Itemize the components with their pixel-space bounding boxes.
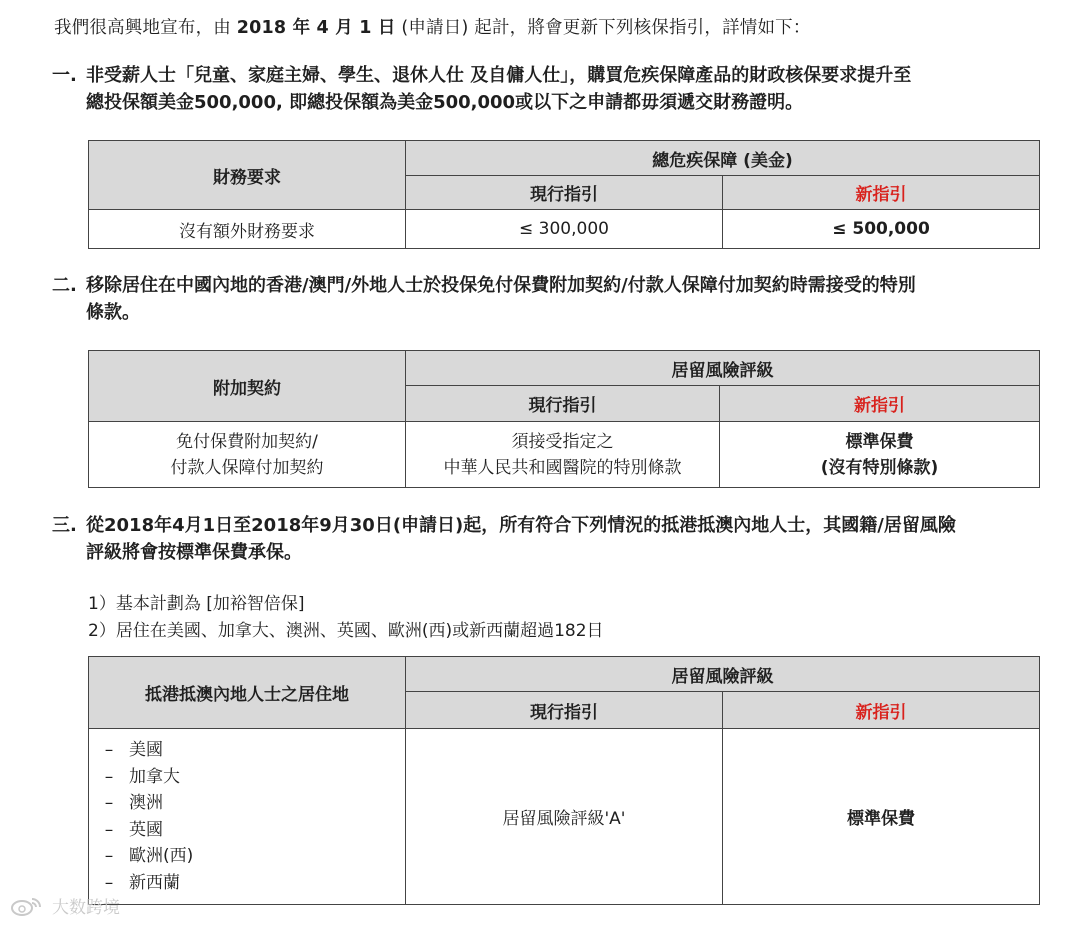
residence-dash: –	[104, 740, 114, 760]
table-2-new-line: (沒有特別條款)	[820, 457, 939, 478]
intro-date: 2018 年 4 月 1 日	[236, 18, 396, 38]
financial-requirement-table	[88, 140, 1040, 249]
watermark-text: 大数跨境	[52, 898, 120, 918]
table-2-new-line: 標準保費	[845, 431, 914, 452]
conditions-list	[88, 591, 604, 645]
table-2-group-header: 居留風險評級	[406, 351, 1040, 386]
residence-item	[89, 843, 405, 870]
residence-table	[88, 656, 1040, 905]
table-3-new-value: 標準保費	[723, 729, 1040, 905]
table-2-current-line: 中華人民共和國醫院的特別條款	[443, 457, 682, 478]
table-3-col-new: 新指引	[723, 692, 1040, 729]
table-2-current-line: 須接受指定之	[511, 431, 614, 452]
table-1-current-value: ≤ 300,000	[406, 210, 723, 249]
condition-item: 2）居住在美國、加拿大、澳洲、英國、歐洲(西)或新西蘭超過182日	[88, 621, 604, 641]
section-3-text-line: 從2018年4月1日至2018年9月30日(申請日)起，所有符合下列情況的抵港抵澳內地人士，其國籍/居留風險	[86, 515, 956, 536]
residence-dash: –	[104, 819, 114, 840]
section-1-number: 一.	[52, 65, 77, 86]
condition-item: 1）基本計劃為 [加裕智倍保]	[88, 594, 305, 614]
table-3-residence-list	[89, 729, 406, 905]
residence-item	[89, 817, 405, 844]
residence-name: 歐洲(西)	[129, 846, 194, 866]
section-3-number: 三.	[52, 515, 77, 536]
rider-table	[88, 350, 1040, 488]
residence-item	[89, 764, 405, 791]
table-2-col-new: 新指引	[720, 386, 1040, 422]
section-1-text-line: 非受薪人士「兒童、家庭主婦、學生、退休人仕 及自傭人仕」，購買危疾保障產品的財政核保要求提升至	[86, 65, 912, 86]
section-2-text-line: 條款。	[86, 302, 140, 323]
table-3-group-header: 居留風險評級	[406, 657, 1040, 692]
weibo-logo-icon	[8, 895, 48, 917]
intro-prefix: 我們很高興地宣布，由	[54, 18, 231, 38]
table-2-row-label	[89, 422, 406, 488]
intro-paragraph	[54, 14, 811, 39]
table-2-current-value	[406, 422, 720, 488]
residence-name: 英國	[129, 819, 163, 840]
table-3-current-value: 居留風險評級'A'	[406, 729, 723, 905]
residence-item	[89, 870, 405, 897]
table-1-row-header: 財務要求	[89, 141, 406, 210]
residence-name: 美國	[129, 740, 163, 760]
residence-dash: –	[104, 846, 114, 866]
residence-dash: –	[104, 766, 114, 787]
table-1-group-header: 總危疾保障 (美金)	[406, 141, 1040, 176]
table-2-new-value	[720, 422, 1040, 488]
residence-dash: –	[104, 872, 114, 893]
table-3-col-current: 現行指引	[406, 692, 723, 729]
table-1-row-label: 沒有額外財務要求	[89, 210, 406, 249]
residence-name: 加拿大	[129, 766, 180, 787]
residence-name: 新西蘭	[129, 872, 180, 893]
table-2-row-header: 附加契約	[89, 351, 406, 422]
residence-dash: –	[104, 793, 114, 813]
table-3-row-header: 抵港抵澳內地人士之居住地	[89, 657, 406, 729]
intro-suffix: (申請日) 起計，將會更新下列核保指引，詳情如下：	[401, 18, 811, 38]
residence-item	[89, 790, 405, 817]
watermark	[8, 893, 120, 918]
section-3-text-line: 評級將會按標準保費承保。	[86, 542, 302, 563]
residence-item	[89, 737, 405, 764]
section-1-text-line: 總投保額美金500,000, 即總投保額為美金500,000或以下之申請都毋須遞交財務證明。	[86, 92, 804, 113]
table-1-col-current: 現行指引	[406, 176, 723, 210]
table-1-new-value: ≤ 500,000	[723, 210, 1040, 249]
table-2-row-label-line: 付款人保障付加契約	[170, 457, 324, 478]
residence-name: 澳洲	[129, 793, 163, 813]
table-2-row-label-line: 免付保費附加契約/	[176, 431, 318, 452]
table-2-col-current: 現行指引	[406, 386, 720, 422]
section-2-number: 二.	[52, 275, 77, 296]
table-1-col-new: 新指引	[723, 176, 1040, 210]
section-2-text-line: 移除居住在中國內地的香港/澳門/外地人士於投保免付保費附加契約/付款人保障付加契約時需接受的特別	[86, 275, 916, 296]
